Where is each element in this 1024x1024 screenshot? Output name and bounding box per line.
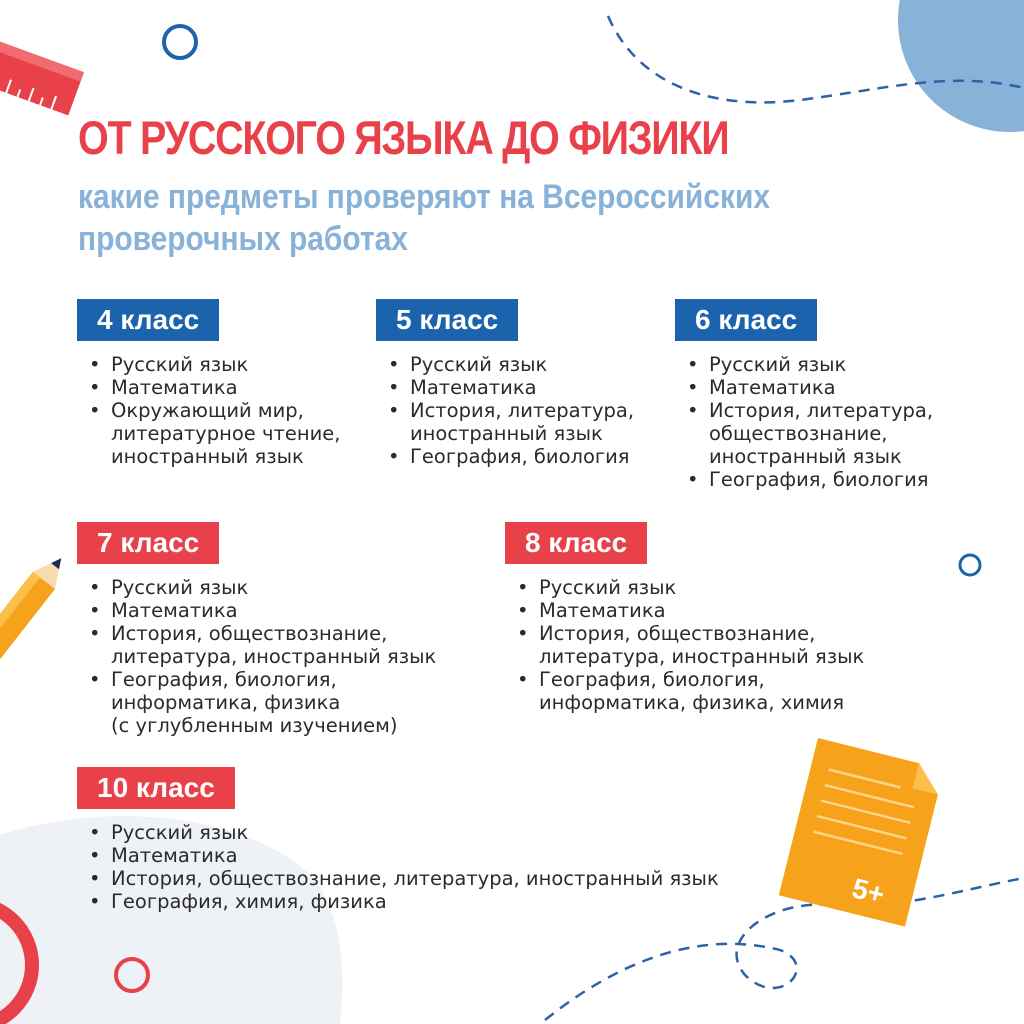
page-title: ОТ РУССКОГО ЯЗЫКА ДО ФИЗИКИ [78,111,729,164]
sheet-grade-text: 5+ [849,872,888,911]
subject-item: • Русский язык [675,353,933,376]
grade-5-block [376,299,634,468]
grade-4-block [77,299,340,468]
paper-sheet-icon [779,738,944,927]
pencil-icon [0,550,72,678]
grade-badge: 8 класс [505,522,647,564]
subject-item: • География, биология [675,468,933,491]
subject-list [505,576,864,714]
subject-item: • Русский язык [77,353,340,376]
subject-item: • Русский язык [77,576,436,599]
subject-item: • Математика [77,599,436,622]
subject-item: • Математика [505,599,864,622]
page-subtitle: какие предметы проверяют на Всероссийских проверочных работах [78,178,770,258]
subject-item: • География, биология, информатика, физика (с углубленным изучением) [77,668,436,737]
grade-10-block [77,767,719,913]
subject-item: • Математика [77,376,340,399]
subject-item: • История, обществознание, литература, иностранный язык [505,622,864,668]
subject-list [675,353,933,491]
grade-badge: 5 класс [376,299,518,341]
subject-item: • История, обществознание, литература, иностранный язык [77,622,436,668]
subject-item: • Русский язык [376,353,634,376]
grade-badge: 10 класс [77,767,235,809]
subject-list [376,353,634,468]
grade-8-block [505,522,864,714]
grade-badge: 6 класс [675,299,817,341]
blue-blob-top-right [898,0,1024,132]
grade-6-block [675,299,933,491]
subject-item: • Окружающий мир, литературное чтение, иностранный язык [77,399,340,468]
ruler-icon [0,38,84,115]
subject-item: • География, биология [376,445,634,468]
subject-list [77,821,719,913]
ring-top [164,26,196,58]
subject-item: • История, литература, иностранный язык [376,399,634,445]
subject-item: • Математика [77,844,719,867]
subject-item: • География, биология, информатика, физика, химия [505,668,864,714]
subject-list [77,576,436,737]
subject-item: • География, химия, физика [77,890,719,913]
subject-item: • История, литература, обществознание, иностранный язык [675,399,933,468]
subject-item: • Математика [675,376,933,399]
subject-item: • Русский язык [77,821,719,844]
subject-item: • Математика [376,376,634,399]
grade-7-block [77,522,436,737]
grade-badge: 4 класс [77,299,219,341]
subject-list [77,353,340,468]
subject-item: • История, обществознание, литература, иностранный язык [77,867,719,890]
ring-right [960,555,980,575]
grade-badge: 7 класс [77,522,219,564]
subject-item: • Русский язык [505,576,864,599]
